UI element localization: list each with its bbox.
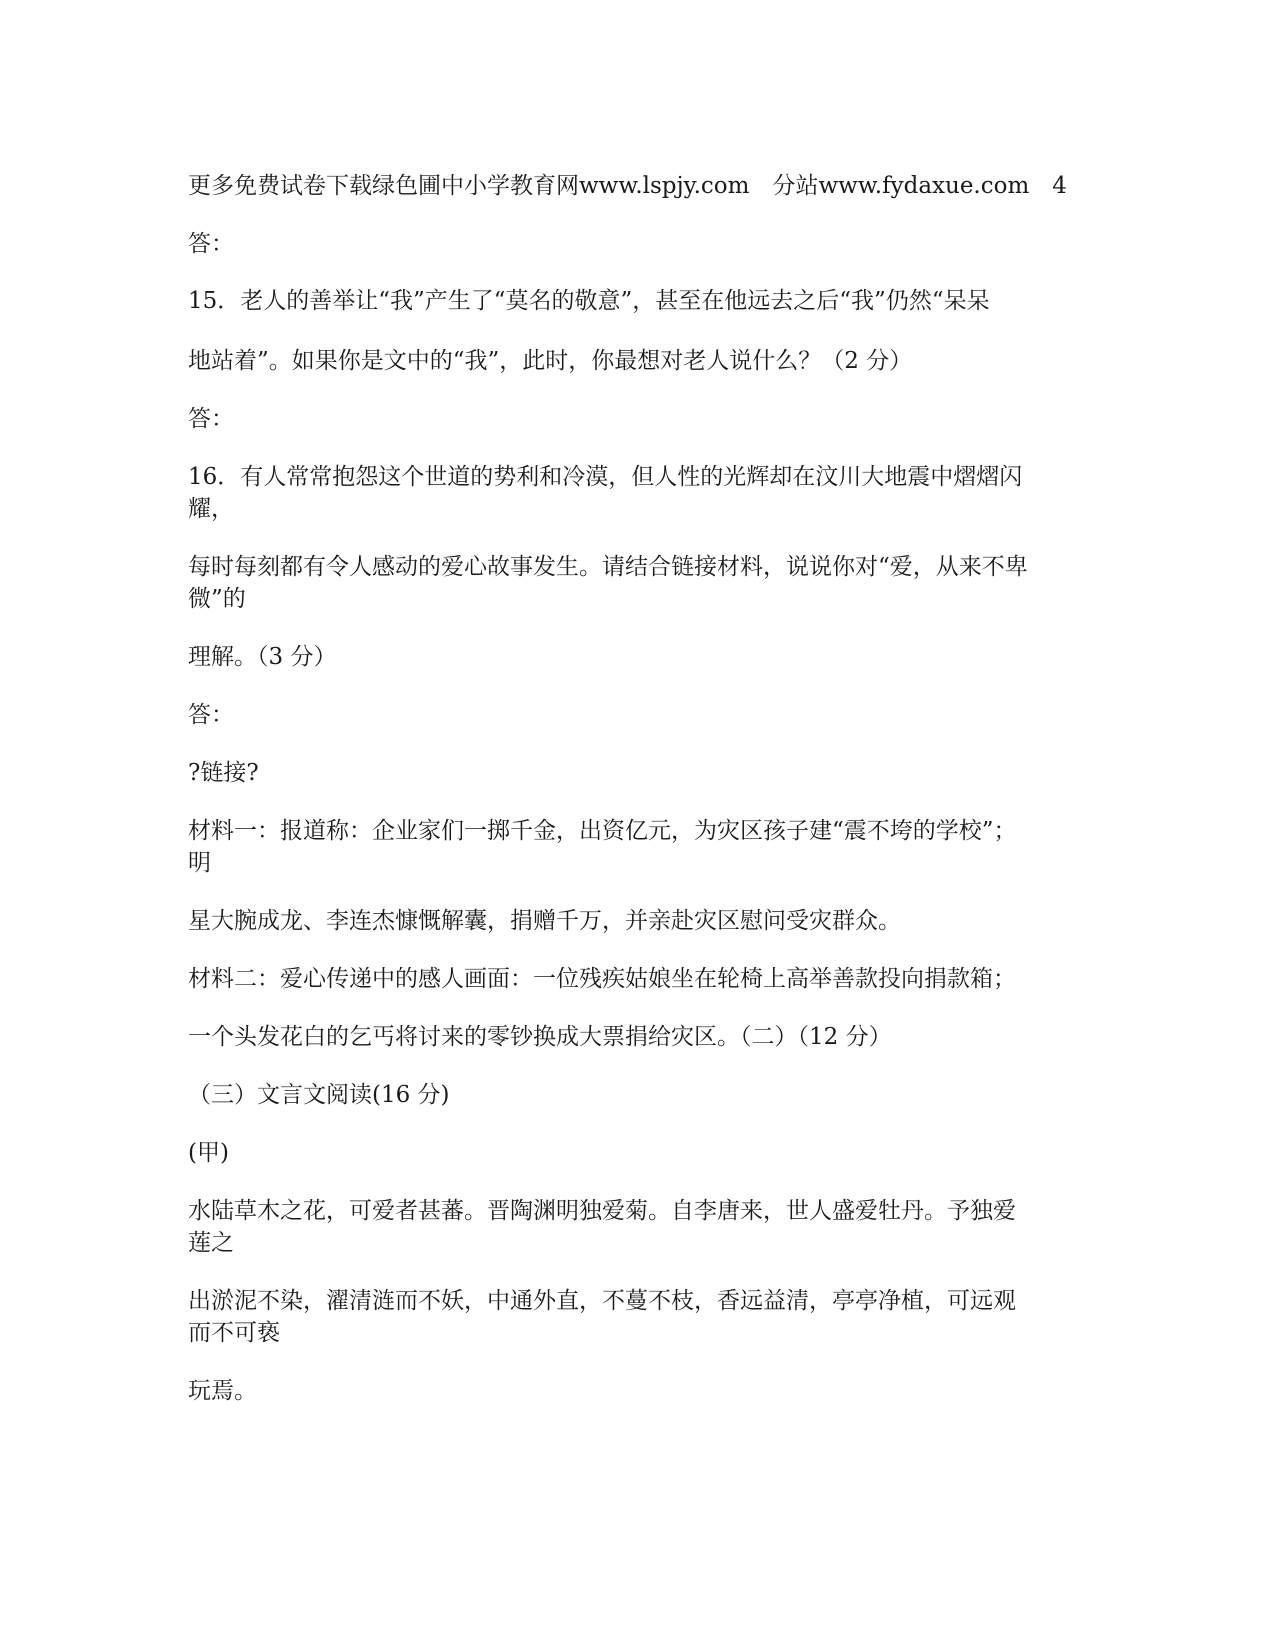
passage-jia-label: (甲) bbox=[188, 1140, 229, 1166]
question-15-line-1: 15．老人的善举让“我”产生了“莫名的敬意”，甚至在他远去之后“我”仍然“呆呆 bbox=[188, 288, 990, 314]
answer-label: 答： bbox=[188, 406, 234, 432]
material-1-line-1: 材料一：报道称：企业家们一掷千金，出资亿元，为灾区孩子建“震不垮的学校”； bbox=[188, 818, 1017, 844]
section-3-heading: （三）文言文阅读(16 分) bbox=[188, 1082, 450, 1108]
passage-line-2-wrap: 而不可亵 bbox=[188, 1320, 280, 1346]
passage-line-1-wrap: 莲之 bbox=[188, 1230, 234, 1256]
material-2-line-1: 材料二：爱心传递中的感人画面：一位残疾姑娘坐在轮椅上高举善款投向捐款箱； bbox=[188, 966, 1016, 992]
question-16-line-1-wrap: 耀， bbox=[188, 496, 234, 522]
answer-label: 答： bbox=[188, 702, 234, 728]
material-1-line-2: 星大腕成龙、李连杰慷慨解囊，捐赠千万，并亲赴灾区慰问受灾群众。 bbox=[188, 908, 901, 934]
passage-line-2: 出淤泥不染，濯清涟而不妖，中通外直，不蔓不枝，香远益清，亭亭净植，可远观 bbox=[188, 1288, 1016, 1314]
page-header bbox=[188, 170, 1088, 202]
material-2-line-2: 一个头发花白的乞丐将讨来的零钞换成大票捐给灾区。（二）（12 分） bbox=[188, 1024, 892, 1050]
passage-line-1: 水陆草木之花，可爱者甚蕃。晋陶渊明独爱菊。自李唐来，世人盛爱牡丹。予独爱 bbox=[188, 1198, 1016, 1224]
question-16-line-2-wrap: 微”的 bbox=[188, 586, 246, 612]
question-16-line-3: 理解。（3 分） bbox=[188, 644, 337, 670]
link-heading: ?链接? bbox=[188, 760, 259, 786]
question-15-line-2: 地站着”。如果你是文中的“我”，此时，你最想对老人说什么？（2 分） bbox=[188, 348, 913, 374]
question-16-line-1: 16．有人常常抱怨这个世道的势利和冷漠，但人性的光辉却在汶川大地震中熠熠闪 bbox=[188, 464, 1023, 490]
header-text: 更多免费试卷下载绿色圃中小学教育网www.lspjy.com 分站www.fydaxue.com bbox=[188, 173, 1053, 199]
question-16-line-2: 每时每刻都有令人感动的爱心故事发生。请结合链接材料，说说你对“爱，从来不卑 bbox=[188, 554, 1028, 580]
passage-line-3: 玩焉。 bbox=[188, 1378, 257, 1404]
answer-label: 答： bbox=[188, 231, 234, 257]
page-number: 4 bbox=[1052, 173, 1067, 199]
material-1-line-1-wrap: 明 bbox=[188, 850, 211, 876]
